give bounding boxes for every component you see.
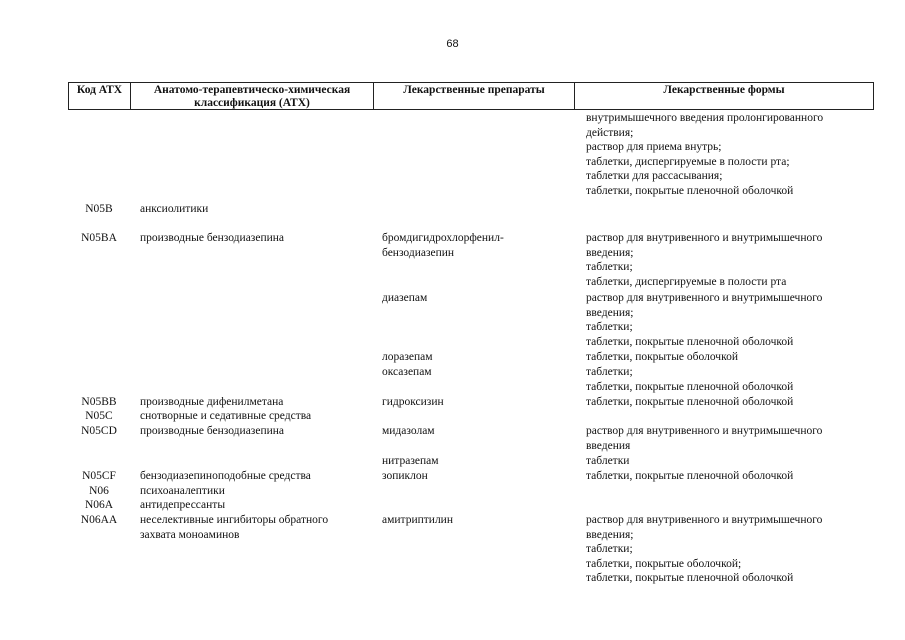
dosage-forms-line: действия; xyxy=(586,126,634,139)
dosage-forms-line: раствор для внутривенного и внутримышечного xyxy=(586,232,823,244)
drug-name-line: амитриптилин xyxy=(382,514,453,526)
atc-code xyxy=(68,395,130,410)
atc-classification-line: психоаналептики xyxy=(140,485,225,497)
dosage-forms-line: таблетки для рассасывания; xyxy=(586,170,723,183)
dosage-forms xyxy=(586,291,874,349)
dosage-forms-line: таблетки, покрытые оболочкой; xyxy=(586,557,742,570)
drug-name-line: бромдигидрохлорфенил- xyxy=(382,232,504,244)
dosage-forms xyxy=(586,513,874,586)
page-number: 68 xyxy=(446,38,459,50)
atc-code xyxy=(68,484,130,499)
atc-classification-line: захвата моноаминов xyxy=(140,528,240,541)
drug-name-line: диазепам xyxy=(382,292,428,304)
drug-name xyxy=(382,365,582,380)
atc-classification-line: производные бензодиазепина xyxy=(140,425,285,437)
dosage-forms xyxy=(586,365,874,394)
atc-classification-line: антидепрессанты xyxy=(140,499,226,511)
atc-classification xyxy=(140,469,372,484)
atc-classification-line: производные бензодиазепина xyxy=(140,232,285,244)
dosage-forms-line: таблетки, покрытые пленочной оболочкой xyxy=(586,470,794,482)
drug-name xyxy=(382,454,582,469)
header-code: Код АТХ xyxy=(69,83,131,109)
table-header xyxy=(68,82,874,110)
dosage-forms-line: раствор для приема внутрь; xyxy=(586,141,722,154)
header-classification-line1: Анатомо-терапевтическо-химическая xyxy=(153,84,351,96)
dosage-forms xyxy=(586,424,874,453)
drug-name-line: нитразепам xyxy=(382,455,439,467)
atc-code-line: N05CF xyxy=(82,470,116,482)
dosage-forms xyxy=(586,111,874,199)
atc-classification xyxy=(140,484,372,499)
header-forms: Лекарственные формы xyxy=(663,84,785,96)
atc-classification xyxy=(140,395,372,410)
atc-code xyxy=(68,202,130,217)
dosage-forms-line: введения; xyxy=(586,306,634,319)
atc-code-line: N05BA xyxy=(81,232,117,244)
dosage-forms-line: таблетки, покрытые пленочной оболочкой xyxy=(586,572,794,585)
dosage-forms-line: таблетки; xyxy=(586,366,633,378)
atc-classification xyxy=(140,202,372,217)
atc-code-line: N05BB xyxy=(81,396,117,408)
drug-name-line: лоразепам xyxy=(382,351,433,363)
atc-code-line: N05B xyxy=(85,203,113,215)
atc-classification xyxy=(140,513,372,542)
dosage-forms-line: раствор для внутривенного и внутримышечного xyxy=(586,292,823,304)
dosage-forms-line: таблетки, покрытые пленочной оболочкой xyxy=(586,335,794,348)
atc-classification xyxy=(140,409,372,424)
drug-name-line: гидроксизин xyxy=(382,396,444,408)
atc-code-line: N06AA xyxy=(80,514,118,526)
dosage-forms-line: таблетки, покрытые пленочной оболочкой xyxy=(586,396,794,408)
drug-name xyxy=(382,350,582,365)
atc-classification-line: бензодиазепиноподобные средства xyxy=(140,470,311,482)
atc-code-line: N06 xyxy=(89,485,109,497)
drug-name-line: оксазепам xyxy=(382,366,432,378)
dosage-forms-line: таблетки; xyxy=(586,321,633,334)
drug-name xyxy=(382,513,582,528)
atc-code-line: N05CD xyxy=(81,425,117,437)
drug-name-line: мидазолам xyxy=(382,425,435,437)
atc-classification-line: снотворные и седативные средства xyxy=(140,410,312,422)
dosage-forms xyxy=(586,350,874,365)
dosage-forms-line: таблетки; xyxy=(586,261,633,274)
drug-name xyxy=(382,231,582,260)
atc-classification-line: анксиолитики xyxy=(140,203,209,215)
atc-code xyxy=(68,469,130,484)
dosage-forms-line: введения xyxy=(586,439,631,452)
atc-code xyxy=(68,424,130,439)
dosage-forms-line: таблетки, покрытые пленочной оболочкой xyxy=(586,184,794,197)
dosage-forms xyxy=(586,469,874,484)
drug-name xyxy=(382,424,582,439)
dosage-forms xyxy=(586,231,874,289)
drug-name xyxy=(382,395,582,410)
dosage-forms-line: раствор для внутривенного и внутримышечного xyxy=(586,514,823,526)
dosage-forms-line: внутримышечного введения пролонгированного xyxy=(586,112,824,124)
atc-classification-line: неселективные ингибиторы обратного xyxy=(140,514,329,526)
atc-classification xyxy=(140,498,372,513)
dosage-forms-line: введения; xyxy=(586,246,634,259)
dosage-forms-line: таблетки; xyxy=(586,543,633,556)
drug-name-line: зопиклон xyxy=(382,470,428,482)
dosage-forms xyxy=(586,454,874,469)
header-drugs: Лекарственные препараты xyxy=(374,83,575,109)
dosage-forms-line: таблетки, диспергируемые в полости рта xyxy=(586,275,787,288)
dosage-forms-line: раствор для внутривенного и внутримышечного xyxy=(586,425,823,437)
drug-name xyxy=(382,291,582,306)
dosage-forms-line: таблетки, покрытые оболочкой xyxy=(586,351,738,363)
atc-code xyxy=(68,498,130,513)
atc-classification-line: производные дифенилметана xyxy=(140,396,284,408)
atc-code xyxy=(68,231,130,246)
dosage-forms-line: таблетки, покрытые пленочной оболочкой xyxy=(586,380,794,393)
atc-code xyxy=(68,409,130,424)
atc-classification xyxy=(140,231,372,246)
header-classification xyxy=(131,83,374,109)
dosage-forms xyxy=(586,395,874,410)
drug-name-line: бензодиазепин xyxy=(382,246,455,259)
atc-code-line: N06A xyxy=(84,499,114,511)
atc-code xyxy=(68,513,130,528)
drug-name xyxy=(382,469,582,484)
dosage-forms-line: таблетки, диспергируемые в полости рта; xyxy=(586,155,790,168)
header-classification-line2: классификация (АТХ) xyxy=(194,97,310,109)
dosage-forms-line: таблетки xyxy=(586,455,630,467)
dosage-forms-line: введения; xyxy=(586,528,634,541)
atc-classification xyxy=(140,424,372,439)
atc-code-line: N05C xyxy=(85,410,113,422)
